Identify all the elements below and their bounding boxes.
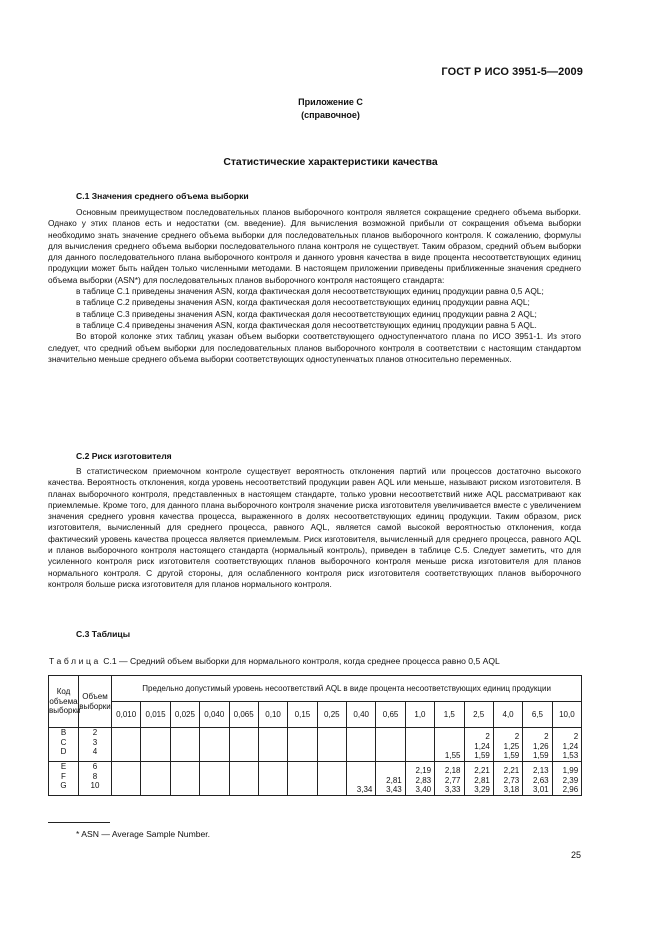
- asn-cell: [112, 762, 141, 796]
- cell-line: [318, 785, 343, 795]
- cell-line: [288, 785, 313, 795]
- sample-size-cell: [79, 762, 112, 796]
- asn-cell: [258, 728, 287, 762]
- cell-line: [376, 732, 401, 742]
- cell-line: 2: [92, 728, 98, 737]
- cell-line: [141, 732, 166, 742]
- cell-line: [259, 766, 284, 776]
- cell-line: [112, 766, 137, 776]
- cell-line: [376, 751, 401, 761]
- cell-line: [112, 742, 137, 752]
- cell-line: 3,40: [415, 785, 432, 795]
- cell-line: [318, 766, 343, 776]
- col-code-header: Код объема выборки: [49, 676, 79, 728]
- appendix-subtitle: (справочное): [301, 110, 360, 120]
- cell-line: [171, 751, 196, 761]
- cell-line: [200, 742, 225, 752]
- aql-header: 6,5: [523, 702, 552, 728]
- footnote: * ASN — Average Sample Number.: [76, 829, 211, 839]
- cell-line: 2,73: [503, 775, 520, 785]
- asn-cell: [317, 762, 346, 796]
- asn-cell: [464, 762, 493, 796]
- asn-cell: [552, 728, 582, 762]
- cell-line: [288, 766, 313, 776]
- cell-line: [318, 751, 343, 761]
- appendix-heading: [0, 96, 661, 122]
- cell-line: 1,59: [533, 751, 549, 761]
- table-caption-text: С.1 — Средний объем выборки для нормального контроля, когда среднее процесса равно 0,5 AQL: [100, 656, 500, 666]
- cell-line: [318, 732, 343, 742]
- sample-code-cell: [49, 762, 79, 796]
- cell-line: 2,21: [474, 766, 490, 776]
- cell-line: [200, 732, 225, 742]
- cell-line: [259, 776, 284, 786]
- aql-header: 1,5: [435, 702, 464, 728]
- paragraph: Во второй колонке этих таблиц указан объем выборки соответствующего одноступенчатого плана по ИСО 3951-1. Из этого следует, что средний объем выборки для последовательных планов выборочного контроля в соответствии с настоящим стандартом значительно меньше среднего объема выборки соответствующих одноступенчатых планов относительно переменных.: [48, 331, 581, 364]
- asn-cell: [200, 762, 229, 796]
- cell-line: 1,24: [474, 741, 490, 751]
- paragraph: В статистическом приемочном контроле существует вероятность отклонения партий или процессов достаточно высокого качества. Вероятность отклонения, когда уровень несоответствий продукции равен AQL или меньше, называют риском изготовителя. В планах выборочного контроля, представленных в настоящем стандарте, только уровни несоответствий ниже AQL рассматривают как приемлемые. Кроме того, для данного плана выборочного контроля значение риска изготовителя увеличивается вместе с увеличением значения среднего уровня качества процесса, выраженного в долях несоответствующих единиц продукции. Таким образом, риск изготовителя, вычисленный для среднего процесса, равного AQL, является самой высокой вероятностью отклонения, когда фактический уровень качества процесса является приемлемым. Риск изготовителя, вычисленный для среднего процесса, равного AQL и планов выборочного контроля настоящего стандарта (нормальный контроль), приведен в таблице С.5. Следует заметить, что для усиленного контроля риск изготовителя соответствующих планов выборочного контроля меньше риска изготовителя для планов нормального контроля. С другой стороны, для ослабленного контроля риск изготовителя соответствующих планов выборочного контроля больше риска изготовителя для планов нормального контроля.: [48, 466, 581, 589]
- section-c1-heading: С.1 Значения среднего объема выборки: [76, 191, 249, 201]
- page-number: 25: [571, 850, 582, 860]
- table-caption-label: Таблица: [49, 656, 101, 666]
- asn-cell: [347, 762, 376, 796]
- cell-line: 3,29: [474, 785, 490, 795]
- cell-line: 1,26: [533, 741, 549, 751]
- asn-cell: [435, 728, 464, 762]
- cell-line: 3,01: [533, 785, 549, 795]
- section-c1-body: [48, 207, 581, 365]
- cell-line: 3: [92, 737, 98, 747]
- asn-cell: [376, 762, 405, 796]
- cell-line: 2,81: [386, 775, 402, 785]
- asn-cell: [288, 728, 317, 762]
- cell-line: [141, 776, 166, 786]
- paragraph: в таблице С.2 приведены значения ASN, когда фактическая доля несоответствующих единиц продукции равна AQL;: [76, 297, 530, 308]
- asn-cell: [288, 762, 317, 796]
- cell-line: 2,81: [474, 775, 490, 785]
- cell-line: D: [60, 747, 67, 757]
- asn-cell: [493, 728, 522, 762]
- paragraph: в таблице С.1 приведены значения ASN, когда фактическая доля несоответствующих единиц продукции равна 0,5 AQL;: [76, 286, 544, 297]
- cell-line: [171, 776, 196, 786]
- cell-line: [230, 776, 255, 786]
- cell-line: 2,83: [415, 775, 432, 785]
- cell-line: [259, 751, 284, 761]
- cell-line: [259, 732, 284, 742]
- cell-line: 2: [485, 732, 490, 742]
- cell-line: [288, 751, 313, 761]
- asn-cell: [376, 728, 405, 762]
- asn-cell: [229, 762, 258, 796]
- cell-line: F: [61, 771, 66, 781]
- cell-line: [318, 776, 343, 786]
- cell-line: [171, 766, 196, 776]
- cell-line: [406, 751, 431, 761]
- cell-line: 6: [92, 762, 98, 771]
- aql-header: 0,40: [347, 702, 376, 728]
- cell-line: 2,13: [533, 766, 549, 776]
- cell-line: [141, 751, 166, 761]
- cell-line: 1,99: [562, 766, 579, 776]
- cell-line: 2,21: [503, 766, 520, 776]
- cell-line: [112, 785, 137, 795]
- asn-cell: [141, 762, 170, 796]
- cell-line: [406, 732, 431, 742]
- col-aql-group-header: Предельно допустимый уровень несоответствий AQL в виде процента несоответствующих единиц продукции: [112, 676, 582, 702]
- asn-cell: [141, 728, 170, 762]
- cell-line: 10: [90, 781, 100, 791]
- cell-line: [230, 766, 255, 776]
- aql-header: 0,040: [200, 702, 229, 728]
- cell-line: [141, 785, 166, 795]
- cell-line: [200, 751, 225, 761]
- table-row: [49, 762, 582, 796]
- main-title: Статистические характеристики качества: [223, 157, 438, 168]
- cell-line: [171, 732, 196, 742]
- paragraph: в таблице С.3 приведены значения ASN, когда фактическая доля несоответствующих единиц продукции равна 2 AQL;: [76, 308, 537, 319]
- asn-cell: [464, 728, 493, 762]
- cell-line: 2,39: [562, 775, 579, 785]
- aql-header: 0,015: [141, 702, 170, 728]
- cell-line: 2: [544, 732, 549, 742]
- cell-line: [141, 766, 166, 776]
- cell-line: [141, 742, 166, 752]
- sample-code-cell: [49, 728, 79, 762]
- cell-line: [347, 776, 372, 786]
- cell-line: [230, 785, 255, 795]
- table-row: [49, 728, 582, 762]
- aql-header: 0,15: [288, 702, 317, 728]
- aql-header: 10,0: [552, 702, 582, 728]
- cell-line: 2: [573, 732, 579, 742]
- cell-line: 3,33: [444, 785, 461, 795]
- aql-header: 0,010: [112, 702, 141, 728]
- cell-line: [230, 732, 255, 742]
- standard-header: ГОСТ Р ИСО 3951-5—2009: [441, 66, 583, 78]
- cell-line: 1,59: [503, 751, 520, 761]
- cell-line: [200, 766, 225, 776]
- cell-line: [435, 742, 460, 752]
- aql-header: 0,10: [258, 702, 287, 728]
- cell-line: [112, 732, 137, 742]
- asn-cell: [112, 728, 141, 762]
- cell-line: [259, 785, 284, 795]
- asn-cell: [258, 762, 287, 796]
- cell-line: 2: [514, 732, 520, 742]
- cell-line: 1,53: [562, 751, 579, 761]
- asn-cell: [170, 762, 199, 796]
- cell-line: C: [60, 737, 67, 747]
- cell-line: [318, 742, 343, 752]
- cell-line: [288, 776, 313, 786]
- cell-line: [200, 776, 225, 786]
- cell-line: [230, 742, 255, 752]
- asn-cell: [405, 762, 434, 796]
- cell-line: [171, 785, 196, 795]
- cell-line: [200, 785, 225, 795]
- asn-cell: [523, 728, 552, 762]
- cell-line: [347, 751, 372, 761]
- aql-header: 0,65: [376, 702, 405, 728]
- asn-table: [48, 675, 582, 796]
- asn-cell: [493, 762, 522, 796]
- cell-line: [112, 751, 137, 761]
- section-c2-body: [48, 466, 581, 590]
- cell-line: [406, 742, 431, 752]
- table-caption: [49, 656, 500, 666]
- cell-line: [347, 766, 372, 776]
- cell-line: [171, 742, 196, 752]
- cell-line: E: [60, 762, 67, 771]
- cell-line: [376, 766, 401, 776]
- cell-line: 2,19: [415, 766, 432, 776]
- aql-header: 0,25: [317, 702, 346, 728]
- cell-line: [288, 732, 313, 742]
- cell-line: [230, 751, 255, 761]
- col-sample-size-header: Объем выборки: [79, 676, 112, 728]
- cell-line: 1,59: [474, 751, 490, 761]
- aql-header: 1,0: [405, 702, 434, 728]
- aql-header: 2,5: [464, 702, 493, 728]
- asn-cell: [229, 728, 258, 762]
- cell-line: [347, 742, 372, 752]
- asn-cell: [523, 762, 552, 796]
- cell-line: [347, 732, 372, 742]
- sample-size-cell: [79, 728, 112, 762]
- asn-cell: [405, 728, 434, 762]
- section-c2-heading: С.2 Риск изготовителя: [76, 451, 172, 461]
- cell-line: 2,77: [444, 775, 461, 785]
- appendix-title: Приложение С: [298, 97, 363, 107]
- cell-line: 3,34: [356, 785, 373, 795]
- asn-cell: [170, 728, 199, 762]
- cell-line: G: [60, 781, 67, 791]
- cell-line: [435, 732, 460, 742]
- cell-line: 3,43: [386, 785, 402, 795]
- aql-header: 0,065: [229, 702, 258, 728]
- footnote-divider: [48, 822, 110, 823]
- cell-line: 2,63: [533, 775, 549, 785]
- cell-line: 4: [92, 747, 98, 757]
- aql-header: 0,025: [170, 702, 199, 728]
- cell-line: [376, 742, 401, 752]
- cell-line: 1,25: [503, 741, 520, 751]
- cell-line: 1,24: [562, 741, 579, 751]
- aql-header: 4,0: [493, 702, 522, 728]
- asn-cell: [347, 728, 376, 762]
- asn-cell: [317, 728, 346, 762]
- cell-line: [288, 742, 313, 752]
- cell-line: 8: [92, 771, 98, 781]
- asn-cell: [552, 762, 582, 796]
- cell-line: [259, 742, 284, 752]
- cell-line: 2,18: [444, 766, 461, 776]
- section-c3-heading: С.3 Таблицы: [76, 629, 131, 639]
- asn-cell: [200, 728, 229, 762]
- cell-line: 3,18: [503, 785, 520, 795]
- cell-line: 1,55: [444, 751, 461, 761]
- cell-line: B: [60, 728, 67, 737]
- paragraph: Основным преимуществом последовательных планов выборочного контроля является сокращение среднего объема выборки. Однако у этих планов есть и недостатки (см. введение). Для вычисления возможной прибыли от сокращения объема выборки необходимо знать значение среднего объема выборки для последовательных планов выборочного контроля. К сожалению, формулы для вычисления среднего объема выборки последовательного плана контроля не существует. Таким образом, средний объем выборки для данного последовательного плана выборочного контроля и данного уровня качества в виде процента несоответствующих единиц продукции может быть найден только численными методами. В настоящем приложении приведены приближенные значения среднего объема выборки (ASN*) для последовательных планов выборочного контроля настоящего стандарта:: [48, 207, 581, 285]
- cell-line: [112, 776, 137, 786]
- cell-line: 2,96: [562, 785, 579, 795]
- paragraph: в таблице С.4 приведены значения ASN, когда фактическая доля несоответствующих единиц продукции равна 5 AQL.: [76, 319, 537, 330]
- asn-cell: [435, 762, 464, 796]
